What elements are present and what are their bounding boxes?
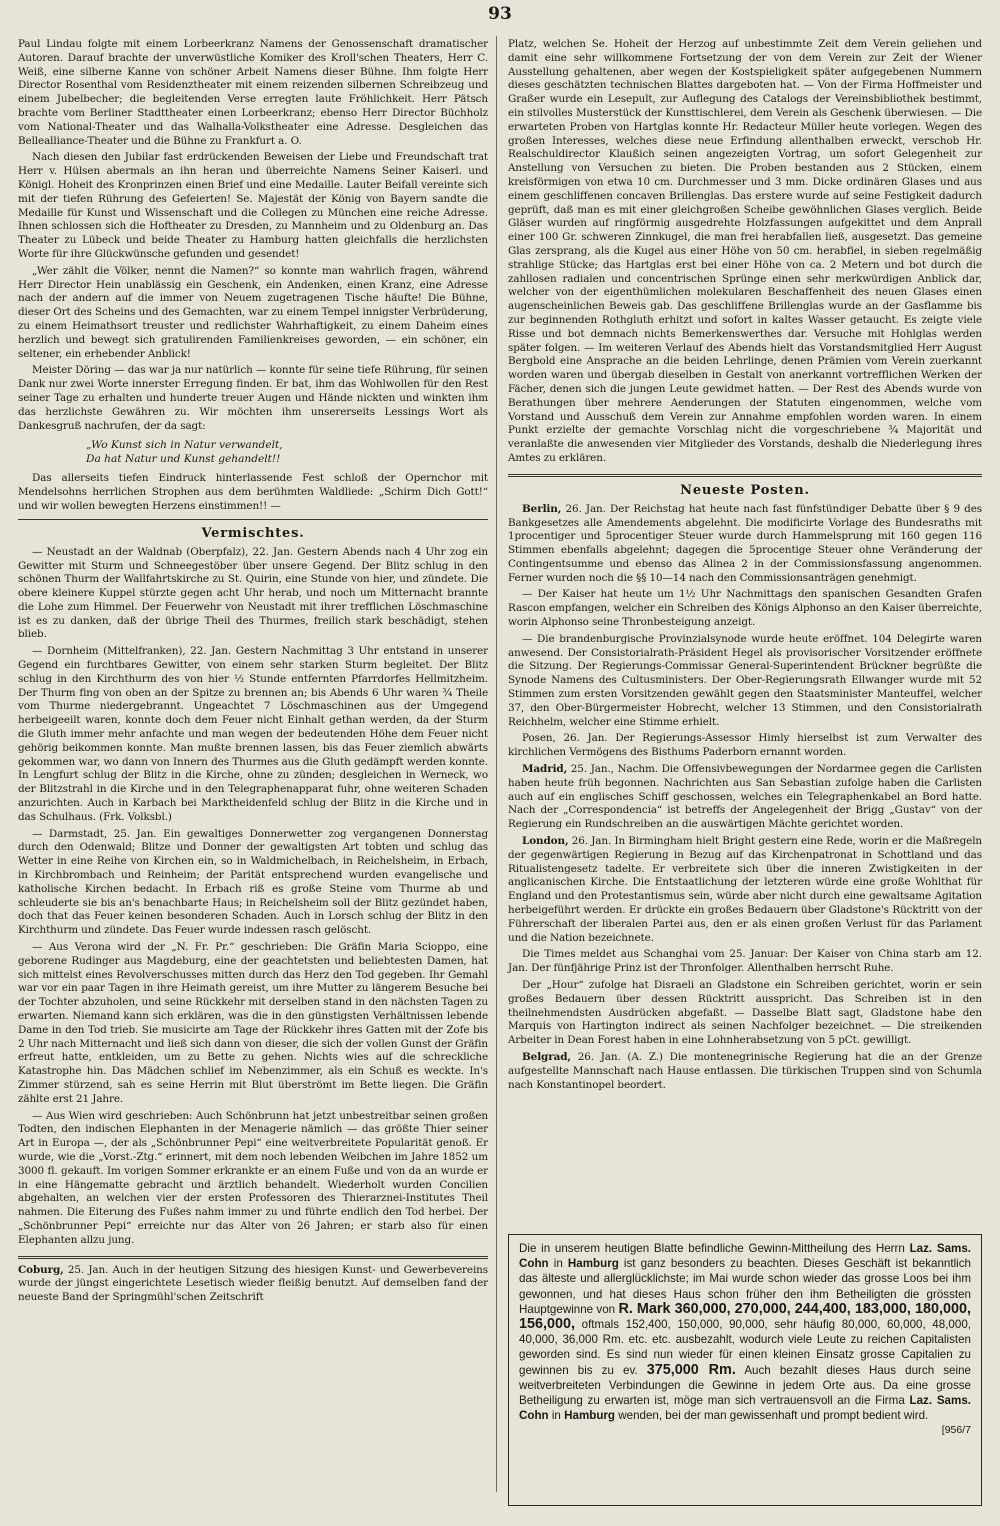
page-number: 93: [488, 4, 512, 24]
news-item: — Dornheim (Mittelfranken), 22. Jan. Gestern Nachmittag 3 Uhr entstand in unserer Gegend ein furchtbares Gewitter, von einem sehr starken Sturm begleitet. Der Blitz schlug in den Kirchthurm des von hier ½ Stunde entfernten Pfarrdorfes Hellmitzheim. Der Thurm fing von oben an der Spitze zu brennen an; bis Abends 6 Uhr waren ¾ Theile vom Thurme niedergebrannt. Ungeachtet 7 Löschmaschinen aus der Umgegend herbeigeeilt waren, konnte doch dem Feuer nicht Einhalt gethan werden, da der Sturm die Gluth immer mehr anfachte und man wegen der bedeutenden Höhe dem Feuer nicht gehörig beikommen konnte. Man mußte brennen lassen, bis das Feuer ziemlich abwärts gekommen war, wo dann von Innern des Thurmes aus die Gluth gedämpft werden konnte. In Lengfurt schlug der Blitz in die Kirche, ohne zu zünden; desgleichen in Werneck, wo der Blitzstrahl in die Kirche und in den Telegraphenapparat fuhr, ohne weiteren Schaden anzurichten. Auch in Karbach bei Marktheidenfeld schlug der Blitz in die Kirche und in das Schulhaus. (Frk. Volksbl.): [18, 645, 488, 823]
news-item: — Die brandenburgische Provinzialsynode wurde heute eröffnet. 104 Delegirte waren anwesend. Der Consistorialrath-Präsident Hegel als provisorischer Vorsitzender eröffnete die Sitzung. Der Regierungs-Commissar General-Superintendent Brückner begrüßte die Synode Namens des Cultusministers. Der Ober-Regierungsrath Ellwanger wurde mit 52 Stimmen zum ersten Vorsitzenden gewählt gegen den Staatsminister Manteuffel, welcher 37, den Ober-Bürgermeister Hobrecht, welcher 13 Stimmen, und den Consistorialrath Reichhelm, welcher eine Stimme erhielt.: [508, 632, 982, 728]
left-column: [18, 38, 488, 1308]
news-text: 26. Jan. (A. Z.) Die montenegrinische Regierung hat die an der Grenze aufgestellte Mannschaft nach Hause entlassen. Die türkischen Truppen sind von Schumla nach Konstantinopel beordert.: [508, 1050, 982, 1091]
dateline: Coburg,: [18, 1263, 64, 1276]
article-paragraph: Nach diesen den Jubilar fast erdrückenden Beweisen der Liebe und Freundschaft trat Herr v. Hülsen abermals an ihn heran und überreichte Namens Seiner Kaiserl. und Königl. Hoheit des Kronprinzen einen Brief und eine Medaille. Lauter Beifall vereinte sich mit der tiefen Rührung des Gefeierten! Se. Majestät der König von Bayern sandte die Medaille für Kunst und Wissenschaft und die Collegen zu München eine reiche Adresse. Ihnen schlossen sich die Hoftheater zu Dresden, zu Mannheim und zu Oldenburg an. Das Theater zu Lübeck und beide Theater zu Hamburg hatten gleichfalls die herzlichsten Worte für ihre Glückwünsche gefunden und gesendet!: [18, 151, 488, 260]
news-item: — Der Kaiser hat heute um 1½ Uhr Nachmittags den spanischen Gesandten Grafen Rascon empfangen, welcher ein Schreiben des Königs Alphonso an den Kaiser überreichte, worin Alphonso seine Thronbesteigung anzeigt.: [508, 588, 982, 629]
ad-firm-name: Laz. Sams. Cohn: [519, 1394, 971, 1423]
article-paragraph: Meister Döring — das war ja nur natürlich — konnte für seine tiefe Rührung, für seinen Dank nur zwei Worte innerster Erregung finden. Er bat, ihm das Wohlwollen für den Rest seiner Tage zu erhalten und hunderte treuer Augen und Hände nickten und winkten ihm das herzlichste Gewähren zu. Wir möchten ihm unsererseits Lessings Wort als Dankesgruß nachrufen, der da sagt:: [18, 364, 488, 432]
news-item-berlin: [508, 503, 982, 586]
ad-firm-name: Laz. Sams. Cohn: [519, 1242, 971, 1271]
news-item: Posen, 26. Jan. Der Regierungs-Assessor Himly hierselbst ist zum Verwalter des kirchlichen Vermögens des Bisthums Paderborn ernannt worden.: [508, 732, 982, 759]
ad-city: Hamburg: [567, 1257, 619, 1271]
double-rule: [508, 474, 982, 477]
news-item: Der „Hour“ zufolge hat Disraeli an Gladstone ein Schreiben gerichtet, worin er sein großes Bedauern über dessen Rücktritt ausspricht. Das Schreiben ist in den theilnehmendsten Ausdrücken abgefaßt. — Dasselbe Blatt sagt, Gladstone habe den Marquis von Hartington indirect als seinen Nachfolger bezeichnet. — Die streikenden Arbeiter in Dean Forest haben in eine Lohnherabsetzung von 5 pCt. gewilligt.: [508, 979, 982, 1047]
ad-text: oftmals 152,400, 150,000, 90,000, sehr häufig 80,000, 60,000, 48,000, 40,000, 36,000 Rm. etc. etc. ausbezahlt, wodurch viele Leute zu reichen Capitalisten geworden sind. Es sind nun wieder für einen kleinen Einsatz grosse Capitalien zu gewinnen bis zu ev.: [519, 1318, 971, 1377]
ad-top-prize: 375,000 Rm.: [646, 1361, 736, 1378]
ad-text: wenden, bei der man gewissenhaft und prompt bedient wird.: [618, 1409, 929, 1423]
article-paragraph: Paul Lindau folgte mit einem Lorbeerkranz Namens der Genossenschaft dramatischer Autoren. Darauf brachte der unverwüstliche Komiker des Kroll'schen Theaters, Herr C. Weiß, eine silberne Kanne von schöner Arbeit Namens dieser Bühne. Ihm folgte Herr Director Rosenthal vom Residenztheater mit einem reizenden silbernen Schreibzeug und einem Jubelbecher; die begleitenden Verse erregten laute Fröhlichkeit. Herr Pätsch brachte vom Berliner Stadttheater einen Lorbeerkranz; ebenso Herr Director Büchholz vom National-Theater und das Walhalla-Volkstheater eine Adresse. Desgleichen das Bellealliance-Theater und die Bühne zu Frankfurt a. O.: [18, 38, 488, 147]
ad-text: in: [551, 1409, 561, 1423]
article-paragraph: „Wer zählt die Völker, nennt die Namen?“ so konnte man wahrlich fragen, während Herr Director Hein unablässig ein Geschenk, ein Andenken, einen Kranz, eine Adresse nach der andern auf die immer von Neuem zugetragenen Tische häufte! Die Bühne, dieser Ort des Scheins und des Gemachten, war zu einem Tempel innigster Verbrüderung, zu einem Heimathsort treuster und redlichster Wahrhaftigkeit, zu einem Daheim eines herzlich und bewegt sich gratulirenden Familienkreises geworden, — ein schöner, ein seltener, ein erhebender Anblick!: [18, 264, 488, 360]
right-column: [508, 38, 982, 1095]
news-item: — Neustadt an der Waldnab (Oberpfalz), 22. Jan. Gestern Abends nach 4 Uhr zog ein Gewitter mit Sturm und Schneegestöber über unsere Gegend. Der Blitz schlug in den schönen Thurm der Wallfahrtskirche zu St. Quirin, eine Stunde von hier, und zündete. Die obere kleinere Kuppel stürzte gegen acht Uhr herab, und noch um Mitternacht brannte die Lohe zum Himmel. Der Feuerwehr von Neustadt mit ihrer trefflichen Löschmaschine ist es zu danken, daß der übrige Theil des Thurmes, freilich stark beschädigt, stehen blieb.: [18, 545, 488, 641]
news-item: — Aus Verona wird der „N. Fr. Pr.“ geschrieben: Die Gräfin Maria Scioppo, eine geborene Rudinger aus Magdeburg, eine der geachtetsten und beliebtesten Damen, hat sich mittelst eines Revolverschusses mitten durch das Herz den Tod gegeben. Ihr Gemahl war vor ein paar Tagen in ihre Heimath gereist, um ihre Mutter zu längerem Besuche bei der Tochter abzuholen, und seine Rückkehr mit derselben stand in den nächsten Tagen zu erwarten. Niemand kann sich erklären, was die in den günstigsten Verhältnissen lebende Dame in den Tod trieb. Sie musicirte am Tage der Rückkehr ihres Gatten mit der Zofe bis 2 Uhr nach Mitternacht und ließ sich dann von dieser, die sich der vollen Gunst der Gräfin erfreut hatte, entkleiden, um zu Bette zu gehen. Nichts wies auf die schreckliche Katastrophe hin. Das Mädchen schlief im Nebenzimmer, als ein Schuß es weckte. In's Zimmer stürzend, sah es seine Herrin mit Blut überströmt im Bette liegen. Die Gräfin zählte erst 21 Jahre.: [18, 941, 488, 1105]
news-item: — Aus Wien wird geschrieben: Auch Schönbrunn hat jetzt unbestreitbar seinen großen Todten, den indischen Elephanten in der Menagerie nämlich — das größte Thier seiner Art in Europa —, der als „Schönbrunner Pepi“ eine weitverbreitete Popularität genoß. Er wurde, wie die „Vorst.-Ztg.“ erinnert, mit dem noch lebenden Weibchen im Jahre 1852 um 3000 fl. gekauft. Im vorigen Sommer erkrankte er an einem Fuße und von da an wurde er in eine Hängematte gebracht und ärztlich behandelt. Wiederholt wurden Concilien abgehalten, an welchen vier der ersten Professoren des Thierarznei-Institutes Theil nahmen. Die Eiterung des Fußes nahm immer zu und führte endlich den Tod herbei. Der „Schönbrunner Pepi“ erreichte nur das Alter von 26 Jahren; er starb also für einen Elephanten allzu jung.: [18, 1109, 488, 1246]
news-item-belgrad: [508, 1051, 982, 1092]
lottery-advertisement: [508, 1234, 982, 1506]
dateline: Berlin,: [522, 502, 562, 515]
section-rule: [18, 519, 488, 520]
section-title-vermischtes: Vermischtes.: [201, 525, 305, 541]
column-divider: [496, 36, 497, 1492]
ad-text: Auch bezahlt dieses Haus durch seine weitverbreiteten Verbindungen die Gewinne in jedem Orte aus. Da eine grosse Betheiligung zu erwarten ist, möge man sich vertrauensvoll an die Firma: [519, 1363, 971, 1408]
news-item-london: [508, 835, 982, 945]
news-text: 26. Jan. Der Reichstag hat heute nach fast fünfstündiger Debatte über § 9 des Bankgesetzes alle Amendements abgelehnt. Die modificirte Vorlage des Bundesraths mit 1procentiger und 5procentiger Steuer wurde durch Hammelsprung mit 160 gegen 116 Stimmen ebenfalls abgelehnt; dagegen die 5procentige Steuer ohne Veränderung der Contingentsumme und ebenso das Alinea 2 in der Commissionsfassung angenommen. Ferner wurden noch die §§ 10—14 nach den Commissionsanträgen genehmigt.: [508, 502, 983, 584]
ad-reference-number: [956/7: [941, 1424, 971, 1437]
news-text: 25. Jan. Auch in der heutigen Sitzung des hiesigen Kunst- und Gewerbevereins wurde der jüngst eingerichtete Lesetisch wieder fleißig benutzt. Auf demselben fand der neueste Band der Springmühl'schen Zeitschrift: [18, 1263, 488, 1304]
news-text: 26. Jan. In Birmingham hielt Bright gestern eine Rede, worin er die Maßregeln der gegenwärtigen Regierung in Bezug auf das Kirchenpatronat in Schottland und das Ritualistengesetz tadelte. Er verbreitete sich über die inneren Zwistigkeiten in der anglicanischen Kirche. Die Entstaatlichung der letzteren würde eine große Wohlthat für England und den Protestantismus sein, würde aber nicht durch eine gewaltsame Agitation herbeigeführt werden. Er drückte ein großes Bedauern über Gladstone's Rücktritt von der Führerschaft der liberalen Partei aus, den er als einen großen Verlust für das Parlament und die Nation bezeichnete.: [508, 835, 983, 944]
dateline: Madrid,: [522, 763, 568, 776]
news-item: Die Times meldet aus Schanghai vom 25. Januar: Der Kaiser von China starb am 12. Jan. Der fünfjährige Prinz ist der Thronfolger. Allenthalben herrscht Ruhe.: [508, 948, 982, 975]
section-title-neueste-posten: Neueste Posten.: [680, 482, 810, 498]
dateline: Belgrad,: [522, 1050, 571, 1063]
poem-line: Da hat Natur und Kunst gehandelt!!: [86, 453, 281, 466]
ad-text: ist ganz besonders zu beachten. Dieses Geschäft ist bekanntlich das älteste und allerglücklichste; im Mai wurde schon wieder das grosse Loos bei ihm gewonnen, und hat dieses Haus schon früher den ihm Betheiligten die grössten Hauptgewinne von: [519, 1257, 971, 1316]
news-item: — Darmstadt, 25. Jan. Ein gewaltiges Donnerwetter zog vergangenen Donnerstag durch den Odenwald; Blitze und Donner der gewaltigsten Art tobten und schlug das Wetter in eine Reihe von Kirchen ein, so in Waldmichelbach, in Reichelsheim, in Erbach, in Kirchbrombach und Reinheim; der Parität entsprechend wurden evangelische und katholische Kirchen bedacht. In Erbach riß es große Steine vom Thurme ab und schleuderte sie bis an's benachbarte Haus; in Reichelsheim soll der Blitz gezündet haben, doch that das Feuer keinen besonderen Schaden. Auch in Lorsch schlug der Blitz in den Kirchthurm und zündete. Das Feuer wurde indessen rasch gelöscht.: [18, 827, 488, 937]
ad-prize-amounts: R. Mark 360,000, 270,000, 244,400, 183,000, 180,000, 156,000,: [519, 1300, 971, 1333]
ad-text: Die in unserem heutigen Blatte befindliche Gewinn-Mittheilung des Herrn: [519, 1242, 905, 1255]
double-rule: [18, 1256, 488, 1259]
ad-text: in: [553, 1257, 563, 1271]
news-item-madrid: [508, 763, 982, 832]
article-paragraph: Platz, welchen Se. Hoheit der Herzog auf unbestimmte Zeit dem Verein geliehen und damit eine sehr willkommene Fortsetzung der von dem Verein zur Zeit der Wiener Ausstellung gehaltenen, aber wegen der Kostspieligkeit später aufgegebenen Nummern dieses geschätzten technischen Blattes dargeboten hat. — Von der Firma Hoffmeister und Graßer wurde ein Lesepult, zur Auflegung des Catalogs der Vereinsbibliothek bestimmt, ein stilvolles Musterstück der Kunsttischlerei, dem Verein als Geschenk überwiesen. — Die erwarteten Proben von Hartglas konnte Hr. Redacteur Müller heute vorlegen. Wegen des großen Interesses, welches diese neue Erfindung allenthalben erweckt, verschob Hr. Realschuldirector Klaußich seinen angezeigten Vortrag, um sofort Gelegenheit zur Anstellung von Versuchen zu bieten. Die Proben bestanden aus 2 Stücken, einem kreisförmigen von etwa 10 cm. Durchmesser und 3 mm. Dicke ordinären Glases und aus einem geschliffenen concaven Brillenglas. Das erstere wurde auf seine Festigkeit dadurch geprüft, daß man es mit einer gleichgroßen Scheibe gewöhnlichen Glases verglich. Beide Gläser wurden auf ringförmig ausgedrehte Holzfassungen aufgekittet und dem Anprall einer 100 Gr. schweren Zinnkugel, die man frei herabfallen ließ, ausgesetzt. Das gemeine Glas zersprang, als die Kugel aus einer Höhe von 50 cm. herabfiel, in sieben regelmäßig strahlige Stücke; das Hartglas erst bei einer Höhe von ca. 2 Metern und bot durch die zahllosen radialen und concentrischen Sprünge einen sehr merkwürdigen Anblick dar, welcher von der eigenthümlichen molekularen Beschaffenheit des neuen Glases einen augenscheinlichen Beweis gab. Das geschliffene Brillenglas wurde an der Gasflamme bis zur beginnenden Rothgluth erhitzt und sofort in kaltes Wasser getaucht. Es zeigte viele Risse und bot demnach nichts Bemerkenswerthes dar. Versuche mit Hohlglas werden später folgen. — Im weiteren Verlauf des Abends hielt das Vorstandsmitglied Herr August Bergbold eine Ansprache an die beiden Lehrlinge, denen Prämien vom Verein zuerkannt worden waren und übergab dieselben in Gestalt von anerkannt vortrefflichen Werken der Fächer, denen sich die jungen Leute gewidmet hatten. — Der Rest des Abends wurde von Berathungen über mehrere Aenderungen der Statuten eingenommen, welche vom Vorstand und Ausschuß dem Verein zur Annahme empfohlen worden waren. In einem Punkt erzielte der gemachte Vorschlag nicht die vorgeschriebene ¾ Majorität und veranlaßte die anwesenden vier Mitglieder des Vorstands, deshalb die Niederlegung ihres Amtes zu erklären.: [508, 38, 982, 464]
dateline: London,: [522, 835, 569, 848]
article-paragraph: Das allerseits tiefen Eindruck hinterlassende Fest schloß der Opernchor mit Mendelsohns herrlichen Strophen aus dem berühmten Waldliede: „Schirm Dich Gott!“ und wir wollen bewegten Herzens einstimmen!! —: [18, 472, 488, 512]
poem-quote: [86, 438, 488, 466]
ad-city: Hamburg: [564, 1409, 616, 1423]
poem-line: „Wo Kunst sich in Natur verwandelt,: [86, 439, 283, 452]
news-item-coburg: [18, 1264, 488, 1305]
news-text: 25. Jan., Nachm. Die Offensivbewegungen der Nordarmee gegen die Carlisten haben heute früh begonnen. Nachrichten aus San Sebastian zufolge haben die Carlisten auch auf ein englisches Schiff geschossen, welches ein Telegraphenkabel an Bord hatte. Nach der „Correspondencia“ ist betreffs der Angelegenheit der Brigg „Gustav“ von der Regierung ein Rundschreiben an die auswärtigen Mächte gerichtet worden.: [508, 763, 982, 831]
